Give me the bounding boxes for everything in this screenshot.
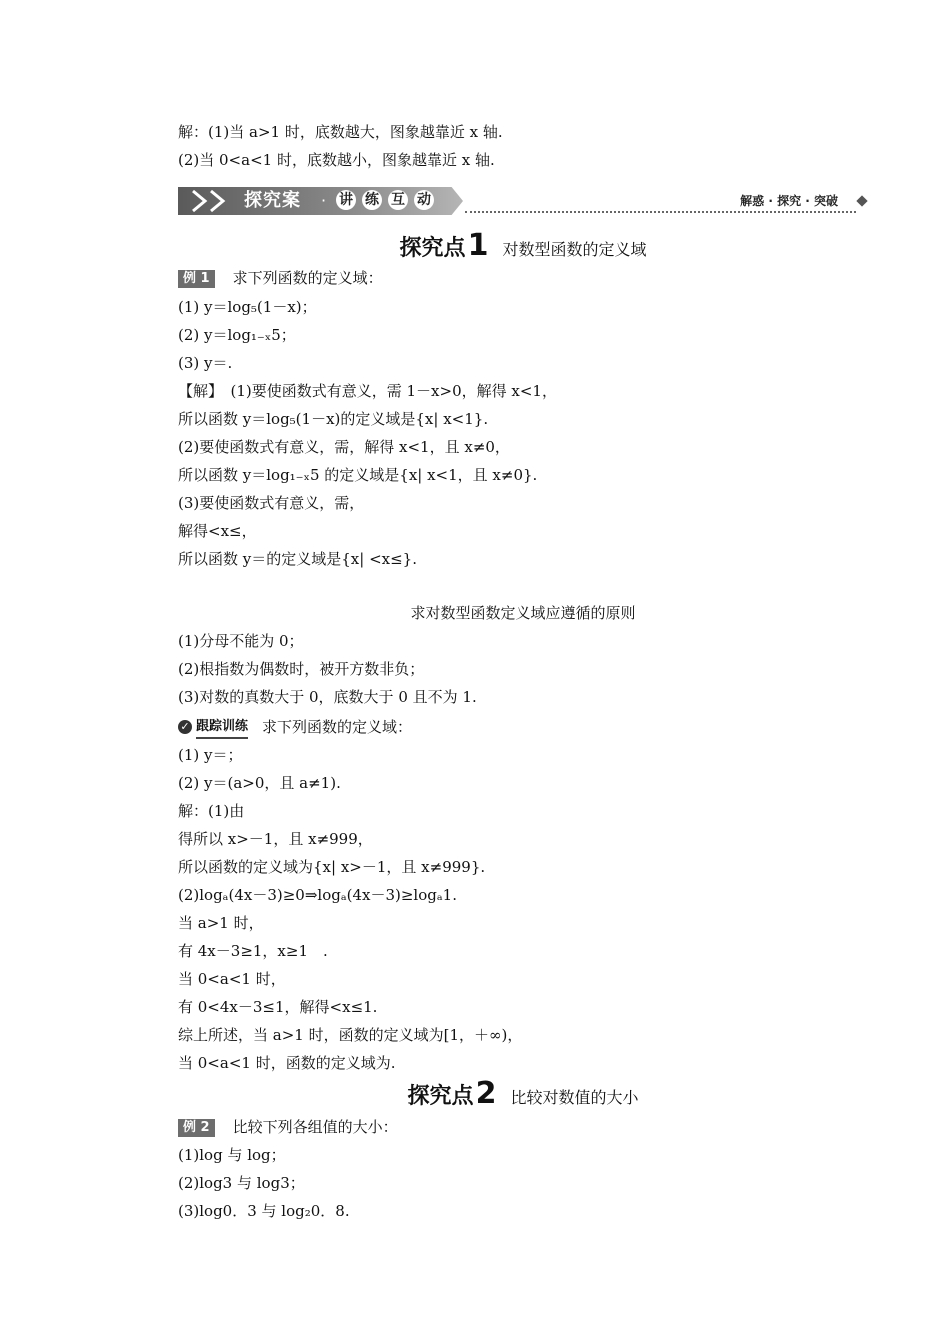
check-icon: ✓ — [178, 720, 192, 734]
example-1-prompt: 求下列函数的定义域： — [232, 269, 383, 287]
example-1-item-1: (1) y＝log₅(1－x)； — [178, 298, 317, 316]
section-heading-1-subtitle: 对数型函数的定义域 — [502, 240, 647, 259]
tracking-header — [178, 717, 412, 739]
solution-2-line-9: 综上所述，当 a>1 时，函数的定义域为[1，＋∞)， — [178, 1026, 523, 1044]
principle-item-3: (3)对数的真数大于 0，底数大于 0 且不为 1. — [178, 688, 477, 706]
section-heading-2-number: 2 — [475, 1076, 497, 1111]
solution-2-line-10: 当 0<a<1 时，函数的定义域为. — [178, 1054, 396, 1072]
solution-2-line-5: 当 a>1 时， — [178, 914, 264, 932]
intro-line-1: 解：(1)当 a>1 时，底数越大，图象越靠近 x 轴. — [178, 123, 503, 141]
tracking-prompt: 求下列函数的定义域： — [262, 718, 413, 736]
section-heading-2-label: 探究点 — [407, 1084, 474, 1109]
tracking-item-1: (1) y＝； — [178, 746, 243, 764]
solution-2-line-2: 得所以 x>－1，且 x≠999， — [178, 830, 373, 848]
banner-char-3: 互 — [388, 190, 408, 210]
solution-1-line-6: 解得<x≤， — [178, 522, 257, 540]
banner-dotted-rule — [465, 211, 856, 213]
example-2-header — [178, 1117, 398, 1137]
example-2-tag: 例 2 — [178, 1119, 215, 1137]
solution-1-line-3: (2)要使函数式有意义，需，解得 x<1，且 x≠0， — [178, 438, 510, 456]
example-2-item-2: (2)log3 与 log3； — [178, 1174, 305, 1192]
solution-2-line-3: 所以函数的定义域为{x| x>－1，且 x≠999}. — [178, 858, 486, 876]
banner-right-label: 解惑 · 探究 · 突破 — [740, 194, 838, 208]
example-2-prompt: 比较下列各组值的大小： — [232, 1118, 398, 1136]
solution-1-line-4: 所以函数 y＝log₁₋ₓ5 的定义域是{x| x<1，且 x≠0}. — [178, 466, 538, 484]
solution-1-line-5: (3)要使函数式有意义，需， — [178, 494, 365, 512]
principle-item-1: (1)分母不能为 0； — [178, 632, 304, 650]
principles-title: 求对数型函数定义域应遵循的原则 — [410, 604, 636, 622]
diamond-icon — [856, 195, 867, 206]
example-1-item-2: (2) y＝log₁₋ₓ5； — [178, 326, 296, 344]
solution-2-line-7: 当 0<a<1 时， — [178, 970, 286, 988]
banner-char-4: 动 — [414, 190, 434, 210]
solution-2-line-8: 有 0<4x－3≤1，解得<x≤1. — [178, 998, 378, 1016]
example-1-header — [178, 268, 383, 288]
solution-2-line-1: 解：(1)由 — [178, 802, 245, 820]
intro-line-2: (2)当 0<a<1 时，底数越小，图象越靠近 x 轴. — [178, 151, 495, 169]
solution-1-line-1: 【解】 (1)要使函数式有意义，需 1－x>0，解得 x<1， — [178, 382, 557, 400]
section-heading-1-label: 探究点 — [399, 236, 466, 261]
tracking-item-2: (2) y＝(a>0，且 a≠1). — [178, 774, 341, 792]
section-heading-1 — [178, 228, 868, 263]
section-heading-2 — [178, 1076, 868, 1111]
section-heading-2-subtitle: 比较对数值的大小 — [510, 1088, 639, 1107]
section-heading-1-number: 1 — [467, 228, 489, 263]
chevron-right-icon — [190, 189, 210, 213]
example-2-item-1: (1)log 与 log； — [178, 1146, 286, 1164]
section-banner — [178, 185, 868, 217]
banner-title: 探究案 — [244, 190, 301, 211]
example-1-tag: 例 1 — [178, 270, 215, 288]
principle-item-2: (2)根指数为偶数时，被开方数非负； — [178, 660, 425, 678]
solution-1-line-2: 所以函数 y＝log₅(1－x)的定义域是{x| x<1}. — [178, 410, 489, 428]
banner-dot: · — [321, 191, 327, 210]
solution-1-line-7: 所以函数 y＝的定义域是{x| <x≤}. — [178, 550, 417, 568]
chevron-right-icon — [208, 189, 228, 213]
example-2-item-3: (3)log0．3 与 log₂0．8. — [178, 1202, 350, 1220]
banner-char-1: 讲 — [336, 190, 356, 210]
solution-2-line-6: 有 4x－3≥1，x≥1 . — [178, 942, 328, 960]
example-1-item-3: (3) y＝. — [178, 354, 233, 372]
tracking-label: 跟踪训练 — [196, 717, 248, 739]
banner-char-2: 练 — [362, 190, 382, 210]
solution-2-line-4: (2)logₐ(4x－3)≥0⇒logₐ(4x－3)≥logₐ1. — [178, 886, 457, 904]
